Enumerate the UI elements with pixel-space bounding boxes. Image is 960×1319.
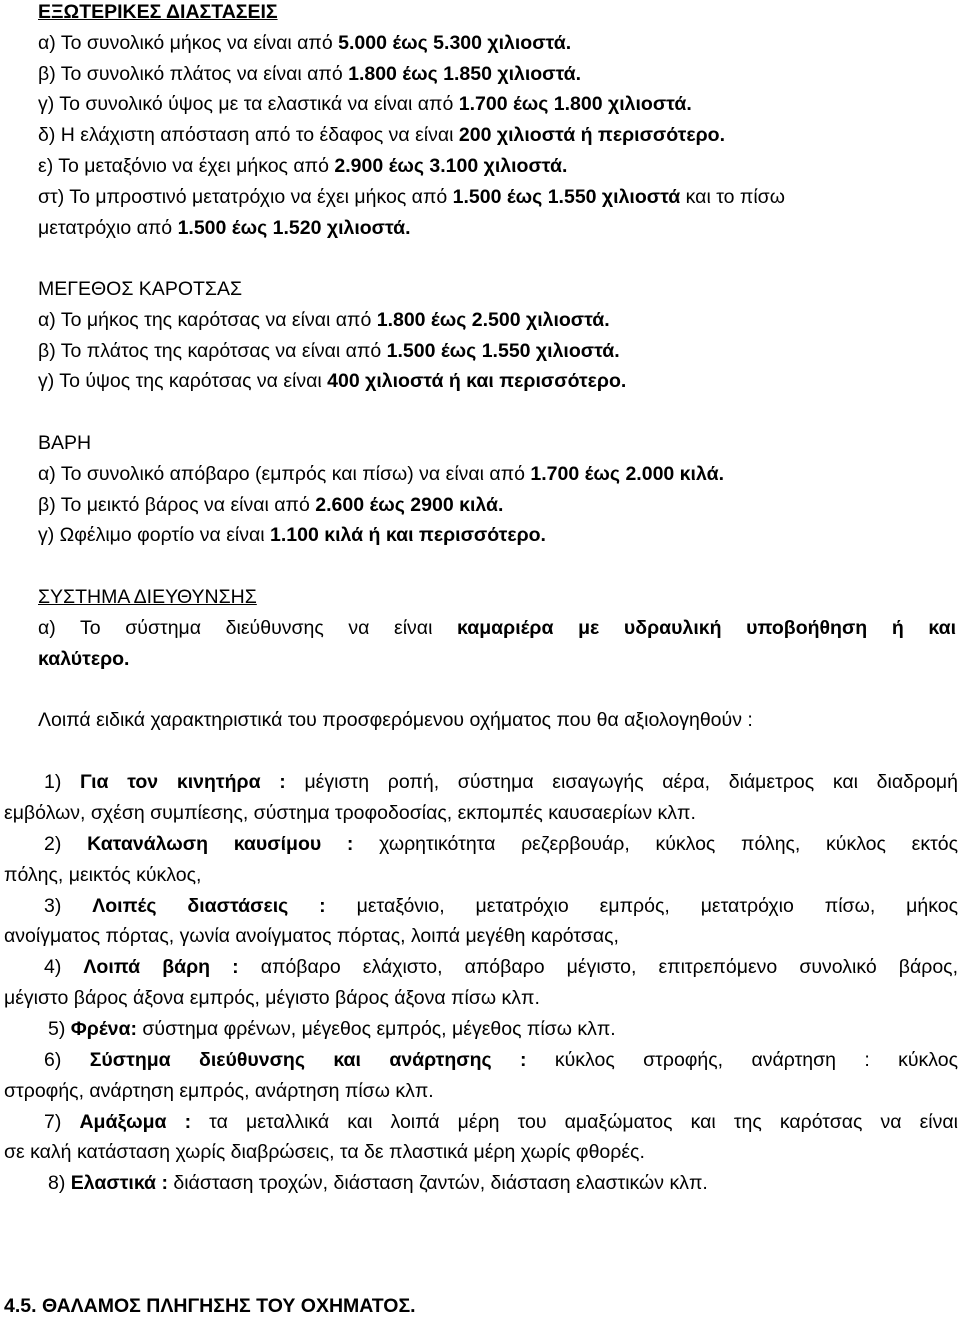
other-item-4: 4) Λοιπά βάρη : απόβαρο ελάχιστο, απόβαρο μέγιστο, επιτρεπόμενο συνολικό βάρος, xyxy=(44,956,958,978)
ext-item-f: στ) Το μπροστινό μετατρόχιο να έχει μήκος από 1.500 έως 1.550 χιλιοστά και το πίσω xyxy=(38,186,785,208)
weight-item-a: α) Το συνολικό απόβαρο (εμπρός και πίσω) να είναι από 1.700 έως 2.000 κιλά. xyxy=(38,463,724,485)
box-item-b: β) Το πλάτος της καρότσας να είναι από 1.500 έως 1.550 χιλιοστά. xyxy=(38,340,620,362)
weight-item-c: γ) Ωφέλιμο φορτίο να είναι 1.100 κιλά ή και περισσότερο. xyxy=(38,524,546,546)
other-item-4-cont: μέγιστο βάρος άξονα εμπρός, μέγιστο βάρος άξονα πίσω κλπ. xyxy=(4,987,540,1009)
steer-item-a: α) Το σύστημα διεύθυνσης να είναι καμαριέρα με υδραυλική υποβοήθηση ή και xyxy=(38,617,956,639)
other-item-6-cont: στροφής, ανάρτηση εμπρός, ανάρτηση πίσω κλπ. xyxy=(4,1080,434,1102)
other-item-3: 3) Λοιπές διαστάσεις : μεταξόνιο, μετατρόχιο εμπρός, μετατρόχιο πίσω, μήκος xyxy=(44,895,958,917)
ext-item-b: β) Το συνολικό πλάτος να είναι από 1.800 έως 1.850 χιλιοστά. xyxy=(38,63,582,85)
ext-item-d: δ) Η ελάχιστη απόσταση από το έδαφος να είναι 200 χιλιοστά ή περισσότερο. xyxy=(38,124,725,146)
other-item-2: 2) Κατανάλωση καυσίμου : χωρητικότητα ρεζερβουάρ, κύκλος πόλης, κύκλος εκτός xyxy=(44,833,959,855)
section-heading: 4.5. ΘΑΛΑΜΟΣ ΠΛΗΓΗΣΗΣ ΤΟΥ ΟΧΗΜΑΤΟΣ. xyxy=(4,1295,416,1317)
weight-item-b: β) Το μεικτό βάρος να είναι από 2.600 έως 2900 κιλά. xyxy=(38,494,504,516)
heading-external-dimensions: ΕΞΩΤΕΡΙΚΕΣ ΔΙΑΣΤΑΣΕΙΣ xyxy=(38,1,278,23)
other-item-1-cont: εμβόλων, σχέση συμπίεσης, σύστημα τροφοδοσίας, εκπομπές καυσαερίων κλπ. xyxy=(4,802,696,824)
ext-item-a: α) Το συνολικό μήκος να είναι από 5.000 έως 5.300 χιλιοστά. xyxy=(38,32,572,54)
box-item-a: α) Το μήκος της καρότσας να είναι από 1.800 έως 2.500 χιλιοστά. xyxy=(38,309,610,331)
other-item-6: 6) Σύστημα διεύθυνσης και ανάρτησης : κύκλος στροφής, ανάρτηση : κύκλος xyxy=(44,1049,958,1071)
heading-box-size: ΜΕΓΕΘΟΣ ΚΑΡΟΤΣΑΣ xyxy=(38,278,243,300)
other-item-7: 7) Αμάξωμα : τα μεταλλικά και λοιπά μέρη του αμαξώματος και της καρότσας να είναι xyxy=(44,1111,958,1133)
other-item-8: 8) Ελαστικά : διάσταση τροχών, διάσταση ζαντών, διάσταση ελαστικών κλπ. xyxy=(48,1172,708,1194)
other-item-7-cont: σε καλή κατάσταση χωρίς διαβρώσεις, τα δε πλαστικά μέρη χωρίς φθορές. xyxy=(4,1141,645,1163)
heading-weights: ΒΑΡΗ xyxy=(38,432,92,454)
other-item-3-cont: ανοίγματος πόρτας, γωνία ανοίγματος πόρτας, λοιπά μεγέθη καρότσας, xyxy=(4,925,619,947)
other-item-5: 5) Φρένα: σύστημα φρένων, μέγεθος εμπρός, μέγεθος πίσω κλπ. xyxy=(48,1018,616,1040)
other-item-2-cont: πόλης, μεικτός κύκλος, xyxy=(4,864,202,886)
other-intro: Λοιπά ειδικά χαρακτηριστικά του προσφερόμενου οχήματος που θα αξιολογηθούν : xyxy=(38,709,753,731)
other-item-1: 1) Για τον κινητήρα : μέγιστη ροπή, σύστημα εισαγωγής αέρα, διάμετρος και διαδρομή xyxy=(44,771,958,793)
box-item-c: γ) Το ύψος της καρότσας να είναι 400 χιλιοστά ή και περισσότερο. xyxy=(38,370,627,392)
steer-item-a-cont: καλύτερο. xyxy=(38,648,130,670)
ext-item-c: γ) Το συνολικό ύψος με τα ελαστικά να είναι από 1.700 έως 1.800 χιλιοστά. xyxy=(38,93,692,115)
ext-item-e: ε) Το μεταξόνιο να έχει μήκος από 2.900 έως 3.100 χιλιοστά. xyxy=(38,155,568,177)
heading-steering-system: ΣΥΣΤΗΜΑ ΔΙΕΥΘΥΝΣΗΣ xyxy=(38,586,257,608)
ext-item-f-cont: μετατρόχιο από 1.500 έως 1.520 χιλιοστά. xyxy=(38,217,411,239)
